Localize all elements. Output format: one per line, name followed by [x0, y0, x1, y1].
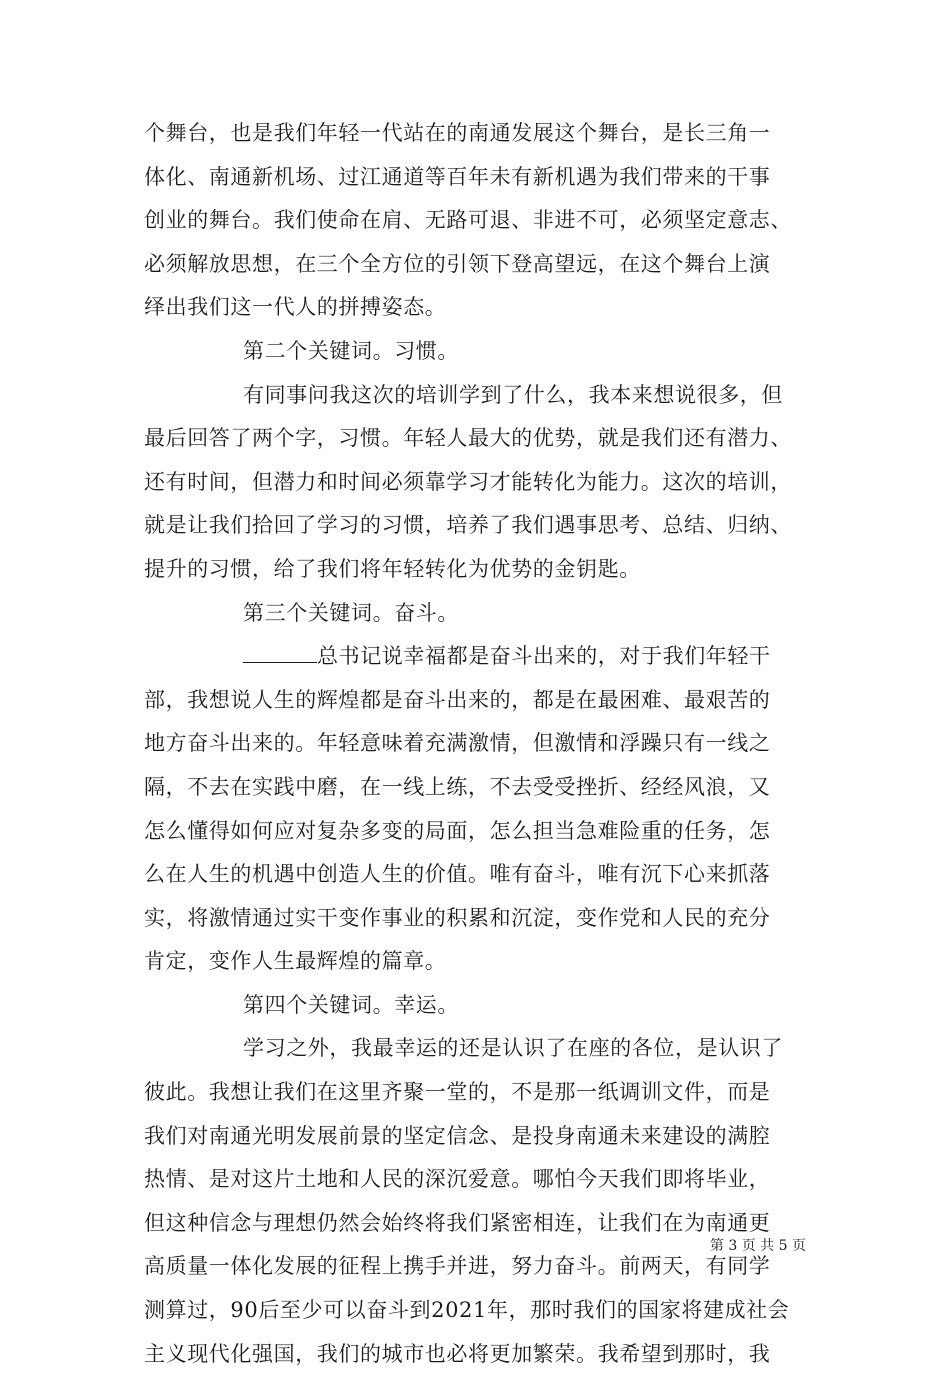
text-line: 必须解放思想，在三个全方位的引领下登高望远，在这个舞台上演	[144, 251, 771, 276]
text-line: 高质量一体化发展的征程上携手并进，努力奋斗。前两天，有同学	[144, 1254, 771, 1279]
section-heading: 第三个关键词。奋斗。	[243, 600, 459, 625]
text-line: 最后回答了两个字，习惯。年轻人最大的优势，就是我们还有潜力、	[144, 426, 792, 451]
text-line: 热情、是对这片土地和人民的深沉爱意。哪怕今天我们即将毕业，	[144, 1167, 771, 1192]
text-line: 个舞台，也是我们年轻一代站在的南通发展这个舞台，是长三角一	[144, 121, 771, 145]
text-line: 就是让我们拾回了学习的习惯，培养了我们遇事思考、总结、归纳、	[144, 513, 792, 538]
text-line: 体化、南通新机场、过江通道等百年未有新机遇为我们带来的干事	[144, 164, 771, 189]
section-heading: 第四个关键词。幸运。	[243, 992, 459, 1017]
text-line: 隔，不去在实践中磨，在一线上练，不去受受挫折、经经风浪，又	[144, 774, 771, 799]
text-line: 实，将激情通过实干变作事业的积累和沉淀，变作党和人民的充分	[144, 905, 771, 930]
text-line: 创业的舞台。我们使命在肩、无路可退、非进不可，必须坚定意志、	[144, 208, 792, 233]
fill-in-blank	[243, 636, 317, 663]
text-line-with-blank	[144, 635, 816, 679]
text-line: 学习之外，我最幸运的还是认识了在座的各位，是认识了	[243, 1036, 783, 1061]
text-line: 部，我想说人生的辉煌都是奋斗出来的，都是在最困难、最艰苦的	[144, 687, 771, 712]
text-line: 还有时间，但潜力和时间必须靠学习才能转化为能力。这次的培训，	[144, 469, 792, 494]
text-line: 测算过，90后至少可以奋斗到2021年，那时我们的国家将建成社会	[144, 1298, 790, 1323]
section-heading: 第二个关键词。习惯。	[243, 338, 459, 363]
text-line: 提升的习惯，给了我们将年轻转化为优势的金钥匙。	[144, 556, 641, 581]
text-line: 怎么懂得如何应对复杂多变的局面，怎么担当急难险重的任务，怎	[144, 818, 771, 843]
document-body	[144, 112, 816, 1376]
text-line: 有同事问我这次的培训学到了什么，我本来想说很多，但	[243, 382, 783, 407]
text-line: 彼此。我想让我们在这里齐聚一堂的，不是那一纸调训文件，而是	[144, 1080, 771, 1105]
text-line: 总书记说幸福都是奋斗出来的，对于我们年轻干	[317, 644, 771, 669]
text-line: 肯定，变作人生最辉煌的篇章。	[144, 949, 447, 974]
text-line: 主义现代化强国，我们的城市也必将更加繁荣。我希望到那时，我	[144, 1341, 771, 1366]
text-line: 我们对南通光明发展前景的坚定信念、是投身南通未来建设的满腔	[144, 1123, 771, 1148]
text-line: 绎出我们这一代人的拼搏姿态。	[144, 295, 447, 320]
text-line: 么在人生的机遇中创造人生的价值。唯有奋斗，唯有沉下心来抓落	[144, 862, 771, 887]
text-line: 但这种信念与理想仍然会始终将我们紧密相连，让我们在为南通更	[144, 1210, 771, 1235]
page-number: 第 3 页 共 5 页	[709, 1238, 806, 1254]
text-line: 地方奋斗出来的。年轻意味着充满激情，但激情和浮躁只有一线之	[144, 731, 771, 756]
